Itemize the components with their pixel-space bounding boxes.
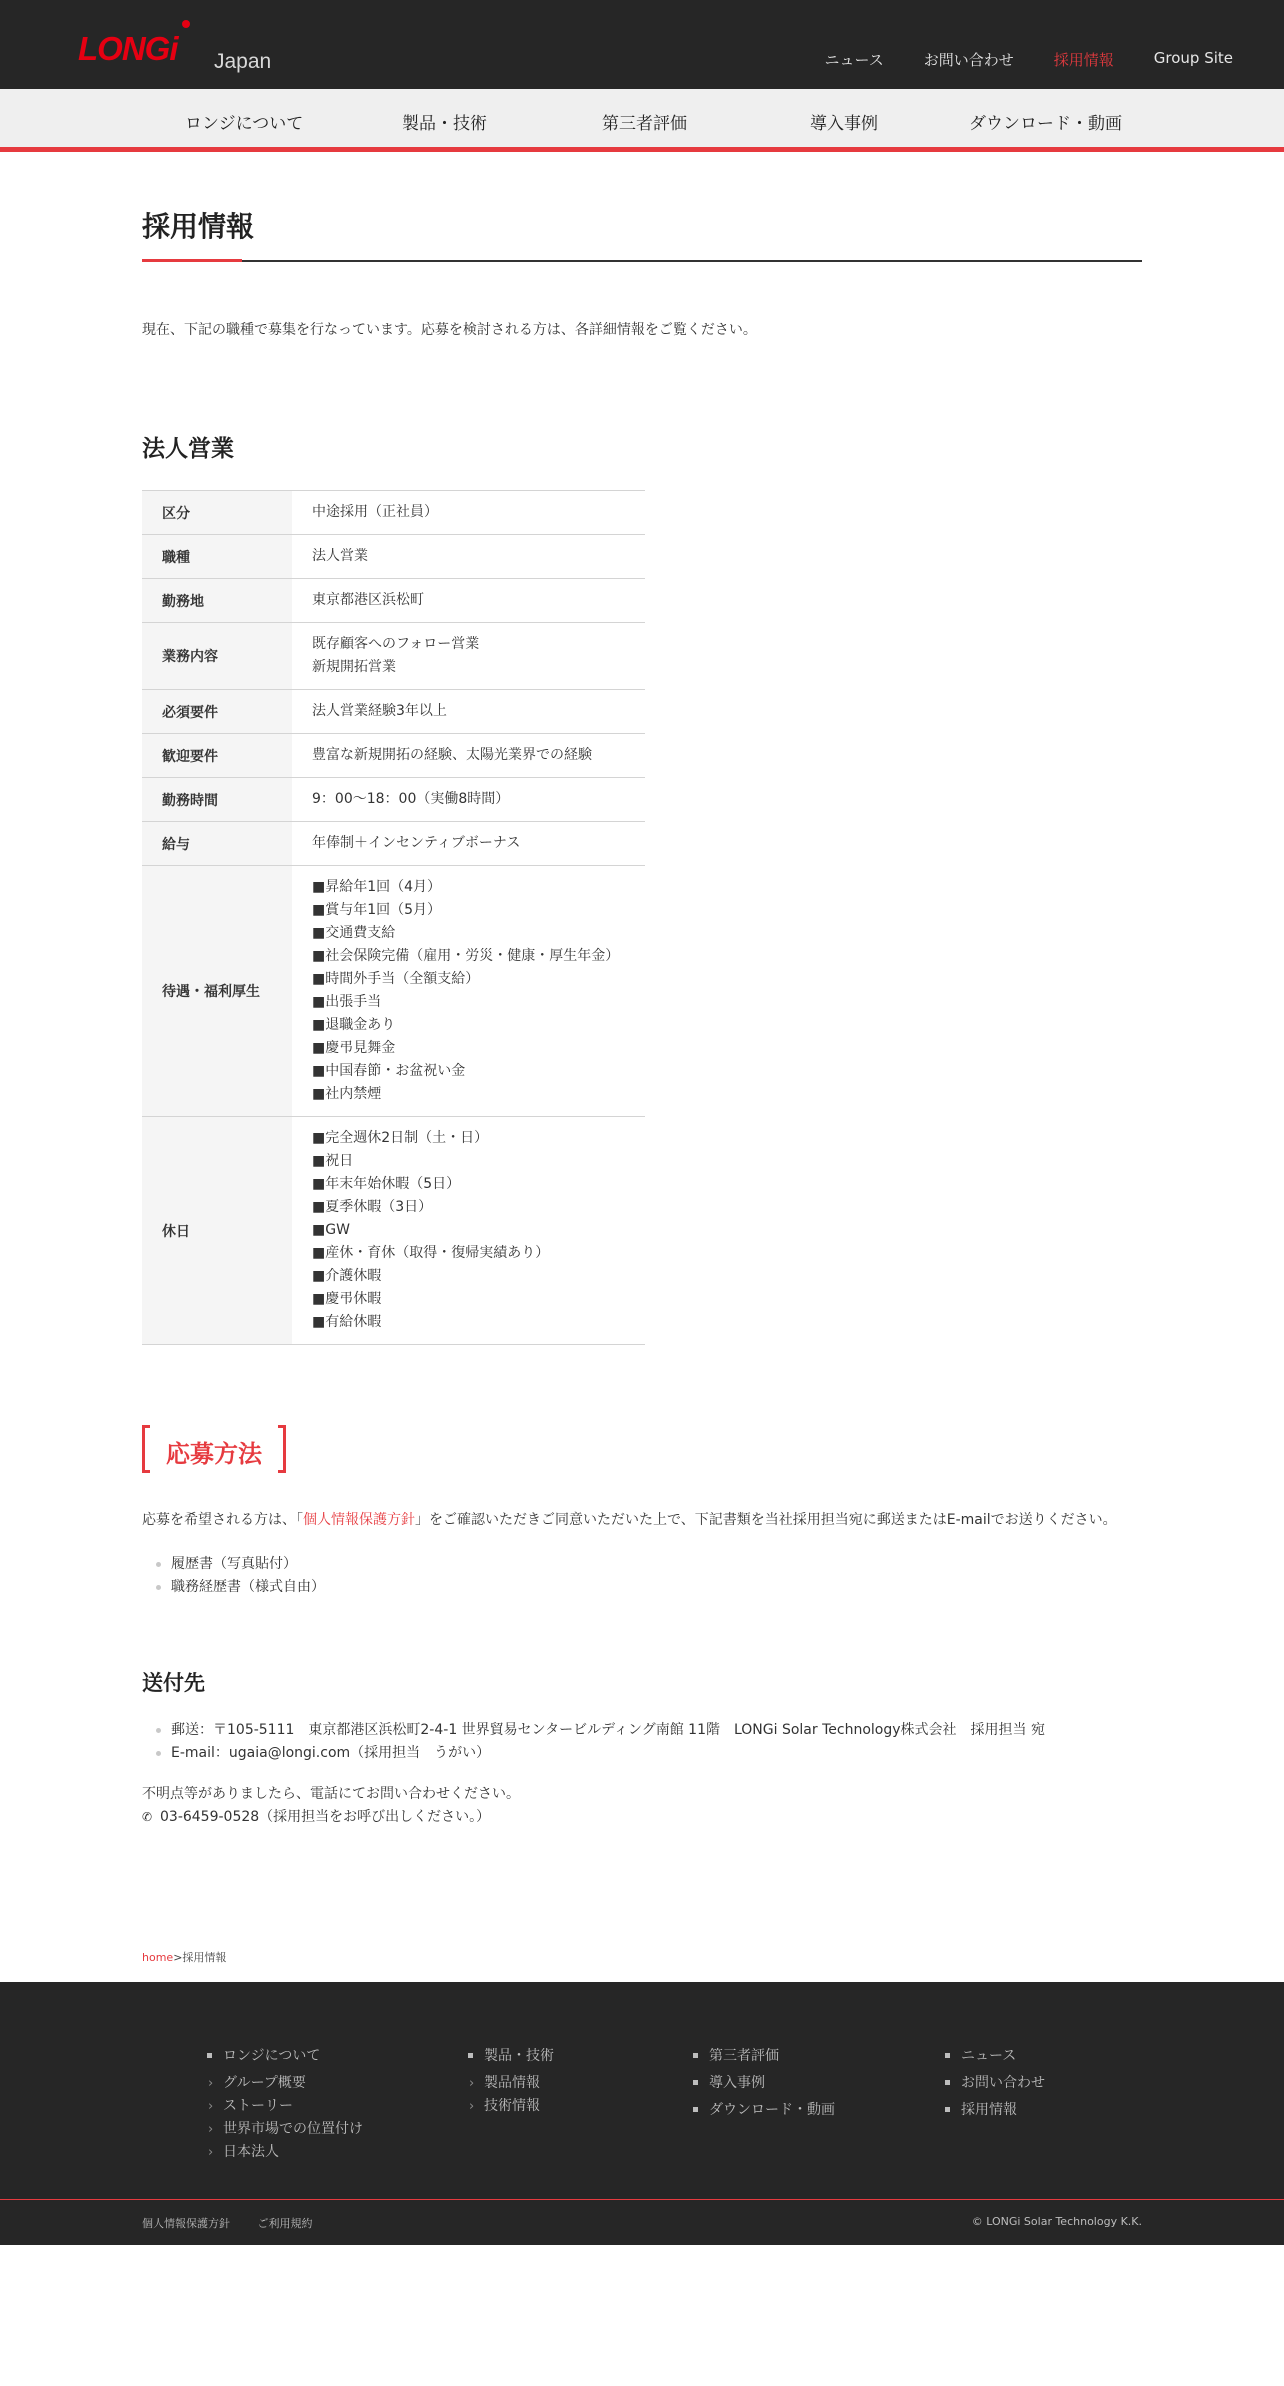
- contact-note: [142, 1783, 520, 1829]
- row-label: 歓迎要件: [142, 734, 292, 778]
- nav-item-third-party[interactable]: 第三者評価: [602, 114, 687, 134]
- job-table: [142, 490, 645, 1345]
- footer-link-japan[interactable]: › 日本法人: [207, 2141, 363, 2164]
- row-value-line: ■有給休暇: [312, 1314, 382, 1330]
- row-value-line: ■退職金あり: [312, 1017, 396, 1033]
- table-row: [142, 822, 645, 866]
- row-value: [292, 579, 645, 623]
- row-value-line: ■産休・育休（取得・復帰実績あり）: [312, 1245, 550, 1261]
- row-value-line: ■年末年始休暇（5日）: [312, 1176, 461, 1192]
- row-label: 職種: [142, 535, 292, 579]
- row-value-line: 法人営業経験3年以上: [312, 703, 447, 719]
- row-label: 給与: [142, 822, 292, 866]
- breadcrumb-separator: >: [173, 1951, 183, 1964]
- apply-instructions: [142, 1509, 1117, 1529]
- row-label: 待遇・福利厚生: [142, 866, 292, 1117]
- footer-link-tech-info[interactable]: › 技術情報: [468, 2095, 554, 2118]
- top-links: [824, 49, 1233, 70]
- row-value-line: 中途採用（正社員）: [312, 504, 438, 520]
- page-title: 採用情報: [142, 210, 255, 243]
- row-label: 勤務地: [142, 579, 292, 623]
- row-value-line: ■出張手当: [312, 994, 382, 1010]
- apply-heading: 応募方法: [166, 1440, 262, 1468]
- send-heading: 送付先: [142, 1671, 205, 1695]
- row-label: 勤務時間: [142, 778, 292, 822]
- row-value: [292, 734, 645, 778]
- footer-bottom: [142, 2215, 1142, 2231]
- region-label: Japan: [214, 50, 272, 73]
- row-label: 業務内容: [142, 623, 292, 690]
- nav-item-about[interactable]: ロンジについて: [185, 114, 304, 134]
- row-value: [292, 690, 645, 734]
- row-value-line: 新規開拓営業: [312, 659, 396, 675]
- row-value-line: 既存顧客へのフォロー営業: [312, 636, 480, 652]
- table-row: [142, 690, 645, 734]
- table-row: [142, 491, 645, 535]
- row-value-line: ■慶弔休暇: [312, 1291, 382, 1307]
- row-value-line: 法人営業: [312, 548, 368, 564]
- footer-privacy-link[interactable]: 個人情報保護方針: [142, 2217, 230, 2230]
- footer-link-group[interactable]: › グループ概要: [207, 2072, 363, 2095]
- footer-link-position[interactable]: › 世界市場での位置付け: [207, 2118, 363, 2141]
- top-link-recruit[interactable]: 採用情報: [1053, 51, 1114, 69]
- row-value-line: 豊富な新規開拓の経験、太陽光業界での経験: [312, 747, 592, 763]
- footer-col-misc: [693, 2045, 835, 2126]
- top-link-group-site[interactable]: Group Site: [1153, 49, 1233, 67]
- apply-text-before: 応募を希望される方は、「: [142, 1512, 303, 1528]
- row-value-line: 年俸制＋インセンティブボーナス: [312, 835, 521, 851]
- row-value-line: ■祝日: [312, 1153, 354, 1169]
- main-nav: [0, 89, 1284, 152]
- table-row: [142, 866, 645, 1117]
- footer-divider: [0, 2199, 1284, 2200]
- phone-number: 03-6459-0528（採用担当をお呼び出しください。）: [160, 1809, 491, 1825]
- logo-wordmark: LONGi: [78, 30, 178, 67]
- row-value: [292, 1117, 645, 1345]
- title-divider: [142, 260, 1142, 262]
- row-value: [292, 778, 645, 822]
- longi-logo[interactable]: [78, 20, 194, 66]
- document-list: [156, 1553, 325, 1599]
- note-text: 不明点等がありましたら、電話にてお問い合わせください。: [142, 1786, 520, 1802]
- footer-col-about: [207, 2045, 363, 2164]
- footer-link-news[interactable]: ニュース: [945, 2045, 1045, 2068]
- row-label: 区分: [142, 491, 292, 535]
- footer: [0, 1982, 1284, 2245]
- logo-dot-icon: [182, 20, 190, 28]
- top-header: [0, 0, 1284, 89]
- top-link-news[interactable]: ニュース: [824, 51, 884, 69]
- row-value-line: 東京都港区浜松町: [312, 592, 424, 608]
- row-value: [292, 822, 645, 866]
- row-value-line: ■GW: [312, 1222, 350, 1238]
- row-value-line: ■昇給年1回（4月）: [312, 879, 442, 895]
- row-value-line: ■完全週休2日制（土・日）: [312, 1130, 489, 1146]
- row-value: [292, 623, 645, 690]
- row-value: [292, 535, 645, 579]
- table-row: [142, 579, 645, 623]
- nav-item-cases[interactable]: 導入事例: [810, 114, 878, 134]
- footer-link-downloads[interactable]: ダウンロード・動画: [693, 2099, 835, 2122]
- footer-link-product-info[interactable]: › 製品情報: [468, 2072, 554, 2095]
- row-value-line: ■中国春節・お盆祝い金: [312, 1063, 466, 1079]
- copyright: © LONGi Solar Technology K.K.: [971, 2215, 1142, 2228]
- footer-link-products[interactable]: 製品・技術: [468, 2045, 554, 2068]
- breadcrumb-current: 採用情報: [182, 1951, 227, 1964]
- phone-line: [142, 1806, 520, 1829]
- row-value-line: ■時間外手当（全額支給）: [312, 971, 480, 987]
- privacy-policy-link[interactable]: 個人情報保護方針: [303, 1512, 415, 1528]
- row-value-line: ■慶弔見舞金: [312, 1040, 396, 1056]
- list-item: E-mail：ugaia@longi.com（採用担当 うがい）: [156, 1742, 1045, 1765]
- row-value: [292, 866, 645, 1117]
- footer-link-contact[interactable]: お問い合わせ: [945, 2072, 1045, 2095]
- footer-col-products: [468, 2045, 554, 2118]
- breadcrumb: [142, 1949, 226, 1965]
- apply-text-after: 」をご確認いただきご同意いただいた上で、下記書類を当社採用担当宛に郵送またはE-mailでお送りください。: [415, 1512, 1117, 1528]
- job-title: 法人営業: [142, 436, 234, 462]
- row-value-line: ■介護休暇: [312, 1268, 382, 1284]
- list-item: 履歴書（写真貼付）: [156, 1553, 325, 1576]
- send-list: [156, 1719, 1045, 1765]
- row-value-line: 9：00〜18：00（実働8時間）: [312, 791, 510, 807]
- row-value-line: ■社内禁煙: [312, 1086, 382, 1102]
- footer-col-news: [945, 2045, 1045, 2126]
- top-link-contact[interactable]: お問い合わせ: [923, 51, 1014, 69]
- breadcrumb-home[interactable]: home: [142, 1951, 174, 1964]
- table-row: [142, 623, 645, 690]
- table-row: [142, 535, 645, 579]
- footer-link-story[interactable]: › ストーリー: [207, 2095, 363, 2118]
- footer-link-cases[interactable]: 導入事例: [693, 2072, 835, 2095]
- list-item: 郵送：〒105-5111 東京都港区浜松町2-4-1 世界貿易センタービルディング南館 11階 LONGi Solar Technology株式会社 採用担当 宛: [156, 1719, 1045, 1742]
- nav-item-products[interactable]: 製品・技術: [402, 114, 487, 134]
- footer-terms-link[interactable]: ご利用規約: [257, 2217, 313, 2230]
- row-value: [292, 491, 645, 535]
- table-row: [142, 778, 645, 822]
- intro-text: 現在、下記の職種で募集を行なっています。応募を検討される方は、各詳細情報をご覧ください。: [142, 322, 757, 338]
- table-row: [142, 734, 645, 778]
- phone-icon: ✆: [142, 1810, 153, 1824]
- row-value-line: ■社会保険完備（雇用・労災・健康・厚生年金）: [312, 948, 620, 964]
- footer-link-recruit[interactable]: 採用情報: [945, 2099, 1045, 2122]
- row-label: 休日: [142, 1117, 292, 1345]
- row-label: 必須要件: [142, 690, 292, 734]
- title-divider-accent: [142, 259, 242, 262]
- row-value-line: ■夏季休暇（3日）: [312, 1199, 433, 1215]
- table-row: [142, 1117, 645, 1345]
- footer-link-third-party[interactable]: 第三者評価: [693, 2045, 835, 2068]
- nav-item-downloads[interactable]: ダウンロード・動画: [969, 114, 1122, 134]
- list-item: 職務経歴書（様式自由）: [156, 1576, 325, 1599]
- row-value-line: ■賞与年1回（5月）: [312, 902, 442, 918]
- row-value-line: ■交通費支給: [312, 925, 396, 941]
- footer-link-about[interactable]: ロンジについて: [207, 2045, 363, 2068]
- apply-heading-box: [142, 1425, 286, 1473]
